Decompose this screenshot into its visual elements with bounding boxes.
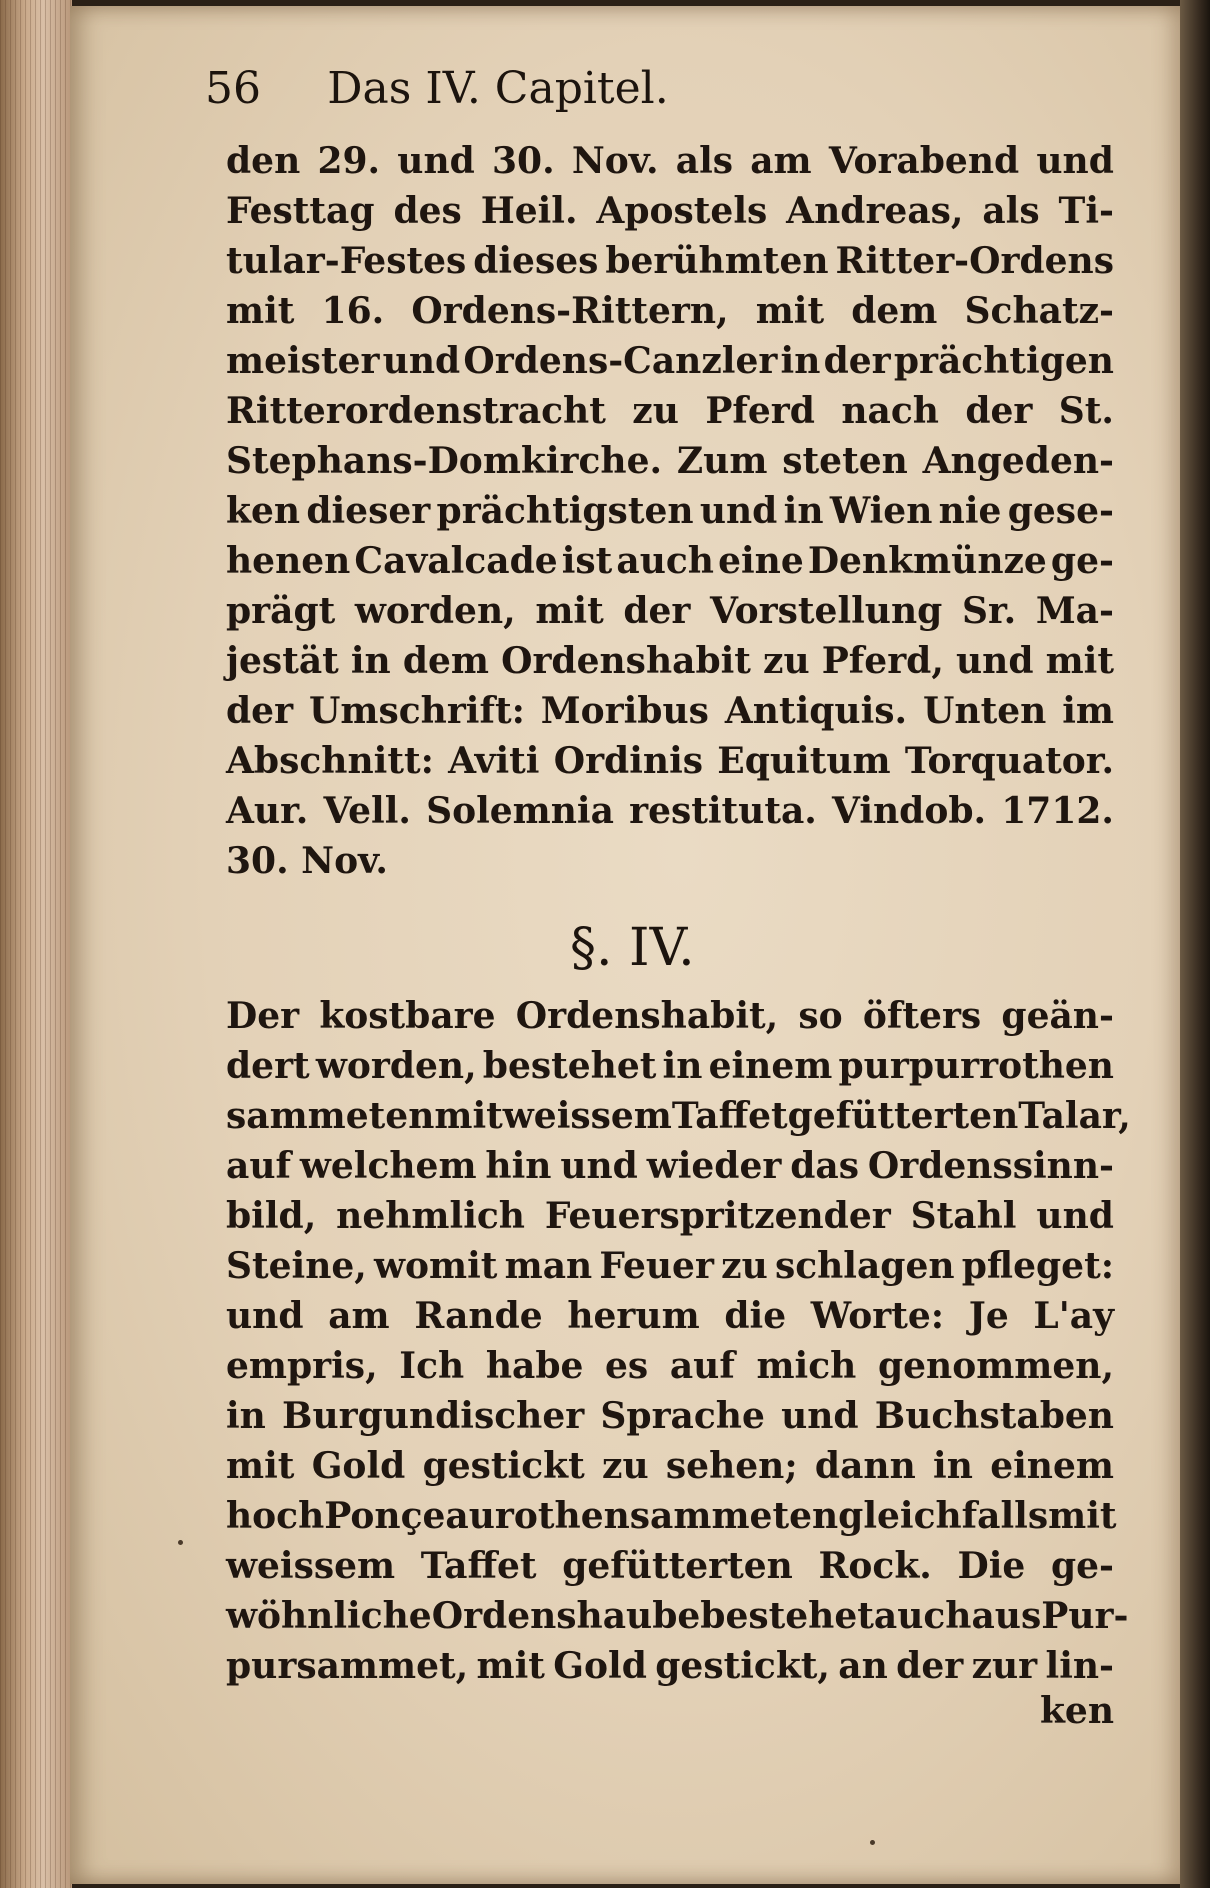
section-heading: §. IV. <box>570 918 695 978</box>
text-line: empris, Ich habe es auf mich genommen, <box>226 1345 1114 1387</box>
text-line: in Burgundischer Sprache und Buchstaben <box>226 1395 1114 1437</box>
text-line: der Umschrift: Moribus Antiquis. Unten im <box>226 690 1114 732</box>
text-line: prägt worden, mit der Vorstellung Sr. Ma- <box>226 590 1114 632</box>
text-line: meister und Ordens-Canzler in der prächtigen <box>226 340 1114 382</box>
text-line: Stephans-Domkirche. Zum steten Angeden- <box>226 440 1114 482</box>
text-line: 30. Nov. <box>226 840 388 882</box>
text-line: den 29. und 30. Nov. als am Vorabend und <box>226 140 1114 182</box>
text-line: dert worden, bestehet in einem purpurrothen <box>226 1045 1114 1087</box>
text-line: Ritterordenstracht zu Pferd nach der St. <box>226 390 1114 432</box>
text-line: Festtag des Heil. Apostels Andreas, als Ti- <box>226 190 1114 232</box>
page-edges-left <box>0 0 72 1888</box>
text-line: hoch Ponçeau rothen sammeten gleichfalls mit <box>226 1495 1117 1537</box>
running-title: Das IV. Capitel. <box>327 62 669 114</box>
text-line: Der kostbare Ordenshabit, so öfters geän- <box>226 995 1114 1037</box>
text-line: henen Cavalcade ist auch eine Denkmünze ge- <box>226 540 1114 582</box>
text-line: weissem Taffet gefütterten Rock. Die ge- <box>226 1545 1114 1587</box>
text-line: pursammet, mit Gold gestickt, an der zur lin- <box>226 1645 1114 1687</box>
text-line: bild, nehmlich Feuerspritzender Stahl und <box>226 1195 1114 1237</box>
text-line: sammeten mit weissem Taffet gefütterten Talar, <box>226 1095 1131 1137</box>
text-line: mit 16. Ordens-Rittern, mit dem Schatz- <box>226 290 1114 332</box>
catchword <box>226 1690 1114 1738</box>
text-line: wöhnliche Ordenshaube bestehet auch aus Pur- <box>226 1595 1129 1637</box>
text-line: tular-Festes dieses berühmten Ritter-Ordens <box>226 240 1114 282</box>
catchword-text: ken <box>1039 1690 1114 1732</box>
text-line: jestät in dem Ordenshabit zu Pferd, und mit <box>226 640 1114 682</box>
text-line: Steine, womit man Feuer zu schlagen pfleget: <box>226 1245 1114 1287</box>
page-number: 56 <box>205 62 261 114</box>
page-header <box>205 58 865 118</box>
text-line: mit Gold gestickt zu sehen; dann in einem <box>226 1445 1114 1487</box>
text-line: Aur. Vell. Solemnia restituta. Vindob. 1712. <box>226 790 1114 832</box>
ink-spot <box>870 1840 875 1845</box>
book-cover-edge <box>1180 0 1210 1888</box>
text-line: auf welchem hin und wieder das Ordenssinn- <box>226 1145 1114 1187</box>
text-line: ken dieser prächtigsten und in Wien nie gese- <box>226 490 1114 532</box>
text-line: und am Rande herum die Worte: Je L'ay <box>226 1295 1114 1337</box>
ink-spot <box>178 1540 183 1545</box>
text-line: Abschnitt: Aviti Ordinis Equitum Torquator. <box>226 740 1114 782</box>
